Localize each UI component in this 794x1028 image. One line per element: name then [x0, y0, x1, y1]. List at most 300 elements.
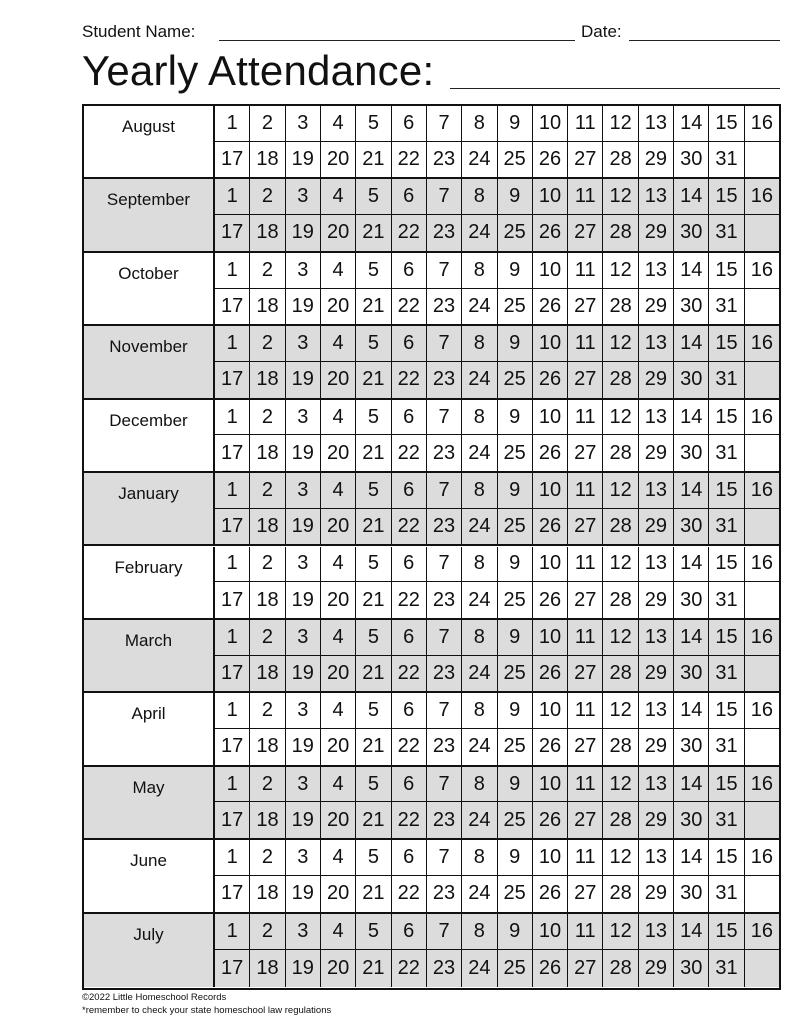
day-cell[interactable]: 2 [250, 326, 285, 361]
day-cell[interactable]: 8 [462, 473, 497, 508]
day-cell[interactable]: 20 [321, 582, 356, 618]
day-cell[interactable]: 2 [250, 547, 285, 582]
day-cell[interactable]: 25 [498, 729, 533, 765]
day-cell[interactable]: 14 [674, 400, 709, 435]
day-cell[interactable]: 23 [427, 435, 462, 471]
day-cell[interactable]: 27 [568, 950, 603, 987]
day-cell[interactable]: 22 [392, 362, 427, 398]
day-cell[interactable]: 7 [427, 620, 462, 655]
day-cell[interactable]: 30 [674, 142, 709, 178]
day-cell[interactable]: 9 [498, 253, 533, 288]
day-cell[interactable]: 8 [462, 914, 497, 950]
day-cell[interactable]: 16 [750, 625, 773, 648]
day-cell[interactable]: 16 [750, 185, 773, 208]
day-cell[interactable]: 4 [321, 400, 356, 435]
day-cell[interactable]: 22 [392, 582, 427, 618]
day-cell[interactable]: 27 [568, 435, 603, 471]
day-cell[interactable]: 8 [462, 400, 497, 435]
day-cell[interactable]: 8 [462, 106, 497, 141]
day-cell[interactable]: 20 [321, 142, 356, 178]
day-cell[interactable]: 10 [533, 767, 568, 802]
day-cell[interactable]: 1 [215, 326, 250, 361]
day-cell[interactable]: 21 [356, 142, 391, 178]
day-cell[interactable]: 9 [498, 620, 533, 655]
day-cell[interactable]: 2 [250, 840, 285, 875]
day-cell[interactable]: 22 [392, 289, 427, 325]
day-cell[interactable]: 31 [709, 289, 744, 325]
day-cell[interactable]: 21 [356, 950, 391, 987]
day-cell[interactable]: 19 [286, 582, 321, 618]
student-name-field[interactable] [219, 40, 575, 41]
day-cell[interactable]: 13 [639, 620, 674, 655]
day-cell[interactable]: 13 [639, 326, 674, 361]
day-cell[interactable]: 23 [427, 509, 462, 545]
day-cell[interactable]: 21 [356, 289, 391, 325]
day-cell[interactable]: 6 [392, 767, 427, 802]
day-cell[interactable]: 16 [750, 846, 773, 868]
day-cell[interactable]: 9 [498, 840, 533, 875]
day-cell[interactable]: 8 [462, 620, 497, 655]
day-cell[interactable]: 22 [392, 802, 427, 838]
day-cell[interactable]: 6 [392, 914, 427, 950]
day-cell[interactable]: 18 [250, 802, 285, 838]
day-cell[interactable]: 9 [498, 326, 533, 361]
day-cell[interactable]: 25 [498, 289, 533, 325]
day-cell[interactable]: 18 [250, 950, 285, 987]
day-cell[interactable]: 28 [603, 142, 638, 178]
day-cell[interactable]: 17 [215, 289, 250, 325]
day-cell[interactable]: 2 [250, 693, 285, 728]
day-cell[interactable]: 22 [392, 142, 427, 178]
day-cell[interactable]: 7 [427, 326, 462, 361]
day-cell[interactable]: 31 [709, 435, 744, 471]
day-cell[interactable]: 18 [250, 215, 285, 251]
day-cell[interactable]: 5 [356, 620, 391, 655]
day-cell[interactable]: 10 [533, 179, 568, 214]
day-cell[interactable]: 15 [709, 620, 744, 655]
day-cell[interactable]: 28 [603, 582, 638, 618]
day-cell[interactable]: 27 [568, 289, 603, 325]
day-cell[interactable]: 19 [286, 435, 321, 471]
day-cell[interactable]: 15 [709, 473, 744, 508]
day-cell[interactable]: 24 [462, 950, 497, 987]
day-cell[interactable]: 1 [215, 620, 250, 655]
day-cell[interactable]: 18 [250, 729, 285, 765]
day-cell[interactable]: 31 [709, 509, 744, 545]
day-cell[interactable]: 10 [533, 106, 568, 141]
day-cell[interactable]: 24 [462, 215, 497, 251]
day-cell[interactable]: 12 [603, 914, 638, 950]
day-cell[interactable]: 30 [674, 289, 709, 325]
day-cell[interactable]: 18 [250, 876, 285, 912]
day-cell[interactable]: 24 [462, 435, 497, 471]
day-cell[interactable]: 3 [286, 326, 321, 361]
day-cell[interactable]: 19 [286, 729, 321, 765]
day-cell[interactable]: 31 [709, 582, 744, 618]
day-cell[interactable]: 8 [462, 253, 497, 288]
day-cell[interactable]: 14 [674, 693, 709, 728]
day-cell[interactable]: 16 [750, 919, 773, 942]
day-cell[interactable]: 5 [356, 840, 391, 875]
day-cell[interactable]: 31 [709, 876, 744, 912]
day-cell[interactable]: 23 [427, 582, 462, 618]
day-cell[interactable]: 25 [498, 656, 533, 692]
day-cell[interactable]: 16 [750, 552, 773, 575]
date-field[interactable] [629, 40, 780, 41]
day-cell[interactable]: 6 [392, 840, 427, 875]
day-cell[interactable]: 21 [356, 729, 391, 765]
day-cell[interactable]: 6 [392, 400, 427, 435]
day-cell[interactable]: 29 [639, 582, 674, 618]
day-cell[interactable]: 8 [462, 767, 497, 802]
day-cell[interactable]: 20 [321, 215, 356, 251]
day-cell[interactable]: 13 [639, 914, 674, 950]
day-cell[interactable]: 23 [427, 656, 462, 692]
day-cell[interactable]: 15 [709, 253, 744, 288]
day-cell[interactable]: 2 [250, 473, 285, 508]
day-cell[interactable]: 24 [462, 289, 497, 325]
day-cell[interactable]: 28 [603, 876, 638, 912]
day-cell[interactable]: 24 [462, 142, 497, 178]
day-cell[interactable]: 4 [321, 620, 356, 655]
day-cell[interactable]: 1 [215, 253, 250, 288]
day-cell[interactable]: 26 [533, 656, 568, 692]
day-cell[interactable]: 18 [250, 142, 285, 178]
day-cell[interactable]: 18 [250, 582, 285, 618]
day-cell[interactable]: 30 [674, 950, 709, 987]
day-cell[interactable]: 30 [674, 656, 709, 692]
day-cell[interactable]: 6 [392, 179, 427, 214]
day-cell[interactable]: 5 [356, 767, 391, 802]
day-cell[interactable]: 1 [215, 179, 250, 214]
day-cell[interactable]: 8 [462, 326, 497, 361]
day-cell[interactable]: 30 [674, 362, 709, 398]
day-cell[interactable]: 4 [321, 179, 356, 214]
day-cell[interactable]: 27 [568, 215, 603, 251]
day-cell[interactable]: 26 [533, 729, 568, 765]
day-cell[interactable]: 10 [533, 253, 568, 288]
day-cell[interactable]: 26 [533, 362, 568, 398]
day-cell[interactable]: 6 [392, 106, 427, 141]
day-cell[interactable]: 12 [603, 326, 638, 361]
day-cell[interactable]: 22 [392, 656, 427, 692]
day-cell[interactable]: 13 [639, 106, 674, 141]
day-cell[interactable]: 31 [709, 656, 744, 692]
day-cell[interactable]: 27 [568, 142, 603, 178]
day-cell[interactable]: 30 [674, 215, 709, 251]
day-cell[interactable]: 16 [750, 699, 773, 722]
day-cell[interactable]: 20 [321, 435, 356, 471]
day-cell[interactable]: 17 [215, 142, 250, 178]
day-cell[interactable]: 15 [709, 840, 744, 875]
day-cell[interactable]: 28 [603, 362, 638, 398]
day-cell[interactable]: 12 [603, 840, 638, 875]
day-cell[interactable]: 11 [568, 179, 603, 214]
day-cell[interactable]: 13 [639, 767, 674, 802]
day-cell[interactable]: 25 [498, 950, 533, 987]
day-cell[interactable]: 26 [533, 289, 568, 325]
day-cell[interactable]: 21 [356, 582, 391, 618]
day-cell[interactable]: 23 [427, 802, 462, 838]
day-cell[interactable]: 17 [215, 509, 250, 545]
day-cell[interactable]: 9 [498, 693, 533, 728]
day-cell[interactable]: 17 [215, 215, 250, 251]
day-cell[interactable]: 31 [709, 950, 744, 987]
day-cell[interactable]: 10 [533, 400, 568, 435]
day-cell[interactable]: 25 [498, 582, 533, 618]
day-cell[interactable]: 11 [568, 253, 603, 288]
day-cell[interactable]: 20 [321, 362, 356, 398]
day-cell[interactable]: 7 [427, 840, 462, 875]
day-cell[interactable]: 10 [533, 547, 568, 582]
day-cell[interactable]: 12 [603, 547, 638, 582]
day-cell[interactable]: 7 [427, 767, 462, 802]
day-cell[interactable]: 13 [639, 840, 674, 875]
day-cell[interactable]: 12 [603, 400, 638, 435]
day-cell[interactable]: 18 [250, 289, 285, 325]
day-cell[interactable]: 21 [356, 435, 391, 471]
day-cell[interactable]: 20 [321, 950, 356, 987]
day-cell[interactable]: 25 [498, 802, 533, 838]
day-cell[interactable]: 1 [215, 693, 250, 728]
day-cell[interactable]: 24 [462, 509, 497, 545]
day-cell[interactable]: 25 [498, 435, 533, 471]
day-cell[interactable]: 10 [533, 840, 568, 875]
day-cell[interactable]: 14 [674, 253, 709, 288]
day-cell[interactable]: 11 [568, 326, 603, 361]
day-cell[interactable]: 6 [392, 620, 427, 655]
day-cell[interactable]: 5 [356, 914, 391, 950]
day-cell[interactable]: 3 [286, 547, 321, 582]
day-cell[interactable]: 29 [639, 509, 674, 545]
day-cell[interactable]: 19 [286, 876, 321, 912]
day-cell[interactable]: 7 [427, 106, 462, 141]
day-cell[interactable]: 1 [215, 400, 250, 435]
day-cell[interactable]: 29 [639, 215, 674, 251]
day-cell[interactable]: 3 [286, 693, 321, 728]
day-cell[interactable]: 31 [709, 802, 744, 838]
day-cell[interactable]: 13 [639, 473, 674, 508]
day-cell[interactable]: 9 [498, 914, 533, 950]
day-cell[interactable]: 20 [321, 802, 356, 838]
day-cell[interactable]: 12 [603, 179, 638, 214]
day-cell[interactable]: 7 [427, 914, 462, 950]
day-cell[interactable]: 11 [568, 840, 603, 875]
day-cell[interactable]: 30 [674, 876, 709, 912]
day-cell[interactable]: 28 [603, 215, 638, 251]
day-cell[interactable]: 4 [321, 693, 356, 728]
day-cell[interactable]: 25 [498, 215, 533, 251]
day-cell[interactable]: 4 [321, 767, 356, 802]
day-cell[interactable]: 21 [356, 215, 391, 251]
day-cell[interactable]: 13 [639, 547, 674, 582]
day-cell[interactable]: 19 [286, 656, 321, 692]
day-cell[interactable]: 4 [321, 914, 356, 950]
day-cell[interactable]: 19 [286, 215, 321, 251]
day-cell[interactable]: 17 [215, 802, 250, 838]
day-cell[interactable]: 19 [286, 802, 321, 838]
day-cell[interactable]: 30 [674, 729, 709, 765]
day-cell[interactable]: 26 [533, 509, 568, 545]
day-cell[interactable]: 11 [568, 400, 603, 435]
day-cell[interactable]: 14 [674, 840, 709, 875]
day-cell[interactable]: 15 [709, 547, 744, 582]
day-cell[interactable]: 2 [250, 253, 285, 288]
day-cell[interactable]: 29 [639, 362, 674, 398]
day-cell[interactable]: 19 [286, 289, 321, 325]
day-cell[interactable]: 10 [533, 693, 568, 728]
day-cell[interactable]: 14 [674, 179, 709, 214]
day-cell[interactable]: 23 [427, 215, 462, 251]
day-cell[interactable]: 22 [392, 729, 427, 765]
day-cell[interactable]: 13 [639, 400, 674, 435]
day-cell[interactable]: 29 [639, 656, 674, 692]
day-cell[interactable]: 29 [639, 142, 674, 178]
day-cell[interactable]: 18 [250, 509, 285, 545]
day-cell[interactable]: 24 [462, 582, 497, 618]
day-cell[interactable]: 2 [250, 400, 285, 435]
day-cell[interactable]: 27 [568, 802, 603, 838]
day-cell[interactable]: 24 [462, 876, 497, 912]
day-cell[interactable]: 5 [356, 326, 391, 361]
day-cell[interactable]: 2 [250, 106, 285, 141]
title-line-field[interactable] [450, 88, 780, 89]
day-cell[interactable]: 10 [533, 326, 568, 361]
day-cell[interactable]: 2 [250, 620, 285, 655]
day-cell[interactable]: 9 [498, 106, 533, 141]
day-cell[interactable]: 17 [215, 582, 250, 618]
day-cell[interactable]: 8 [462, 840, 497, 875]
day-cell[interactable]: 29 [639, 289, 674, 325]
day-cell[interactable]: 3 [286, 253, 321, 288]
day-cell[interactable]: 18 [250, 435, 285, 471]
day-cell[interactable]: 29 [639, 435, 674, 471]
day-cell[interactable]: 24 [462, 656, 497, 692]
day-cell[interactable]: 18 [250, 362, 285, 398]
day-cell[interactable]: 5 [356, 179, 391, 214]
day-cell[interactable]: 15 [709, 326, 744, 361]
day-cell[interactable]: 5 [356, 400, 391, 435]
day-cell[interactable]: 31 [709, 142, 744, 178]
day-cell[interactable]: 15 [709, 106, 744, 141]
day-cell[interactable]: 9 [498, 547, 533, 582]
day-cell[interactable]: 11 [568, 106, 603, 141]
day-cell[interactable]: 4 [321, 326, 356, 361]
day-cell[interactable]: 27 [568, 656, 603, 692]
day-cell[interactable]: 17 [215, 950, 250, 987]
day-cell[interactable]: 7 [427, 179, 462, 214]
day-cell[interactable]: 21 [356, 802, 391, 838]
day-cell[interactable]: 2 [250, 179, 285, 214]
day-cell[interactable]: 9 [498, 473, 533, 508]
day-cell[interactable]: 20 [321, 289, 356, 325]
day-cell[interactable]: 9 [498, 400, 533, 435]
day-cell[interactable]: 22 [392, 435, 427, 471]
day-cell[interactable]: 24 [462, 802, 497, 838]
day-cell[interactable]: 27 [568, 876, 603, 912]
day-cell[interactable]: 4 [321, 106, 356, 141]
day-cell[interactable]: 16 [750, 258, 773, 281]
day-cell[interactable]: 6 [392, 473, 427, 508]
day-cell[interactable]: 12 [603, 253, 638, 288]
day-cell[interactable]: 1 [215, 840, 250, 875]
day-cell[interactable]: 4 [321, 253, 356, 288]
day-cell[interactable]: 22 [392, 950, 427, 987]
day-cell[interactable]: 31 [709, 215, 744, 251]
day-cell[interactable]: 27 [568, 362, 603, 398]
day-cell[interactable]: 16 [750, 405, 773, 428]
day-cell[interactable]: 11 [568, 547, 603, 582]
day-cell[interactable]: 17 [215, 729, 250, 765]
day-cell[interactable]: 23 [427, 729, 462, 765]
day-cell[interactable]: 14 [674, 767, 709, 802]
day-cell[interactable]: 18 [250, 656, 285, 692]
day-cell[interactable]: 30 [674, 435, 709, 471]
day-cell[interactable]: 13 [639, 253, 674, 288]
day-cell[interactable]: 8 [462, 693, 497, 728]
day-cell[interactable]: 28 [603, 289, 638, 325]
day-cell[interactable]: 29 [639, 802, 674, 838]
day-cell[interactable]: 22 [392, 215, 427, 251]
day-cell[interactable]: 19 [286, 509, 321, 545]
day-cell[interactable]: 25 [498, 876, 533, 912]
day-cell[interactable]: 15 [709, 914, 744, 950]
day-cell[interactable]: 11 [568, 693, 603, 728]
day-cell[interactable]: 2 [250, 914, 285, 950]
day-cell[interactable]: 28 [603, 435, 638, 471]
day-cell[interactable]: 6 [392, 693, 427, 728]
day-cell[interactable]: 25 [498, 362, 533, 398]
day-cell[interactable]: 14 [674, 620, 709, 655]
day-cell[interactable]: 26 [533, 802, 568, 838]
day-cell[interactable]: 5 [356, 473, 391, 508]
day-cell[interactable]: 28 [603, 729, 638, 765]
day-cell[interactable]: 13 [639, 693, 674, 728]
day-cell[interactable]: 5 [356, 106, 391, 141]
day-cell[interactable]: 12 [603, 106, 638, 141]
day-cell[interactable]: 26 [533, 142, 568, 178]
day-cell[interactable]: 20 [321, 876, 356, 912]
day-cell[interactable]: 28 [603, 950, 638, 987]
day-cell[interactable]: 16 [750, 478, 773, 501]
day-cell[interactable]: 30 [674, 582, 709, 618]
day-cell[interactable]: 7 [427, 253, 462, 288]
day-cell[interactable]: 27 [568, 509, 603, 545]
day-cell[interactable]: 23 [427, 876, 462, 912]
day-cell[interactable]: 23 [427, 142, 462, 178]
day-cell[interactable]: 3 [286, 767, 321, 802]
day-cell[interactable]: 25 [498, 142, 533, 178]
day-cell[interactable]: 17 [215, 656, 250, 692]
day-cell[interactable]: 4 [321, 473, 356, 508]
day-cell[interactable]: 31 [709, 362, 744, 398]
day-cell[interactable]: 28 [603, 509, 638, 545]
day-cell[interactable]: 3 [286, 179, 321, 214]
day-cell[interactable]: 5 [356, 547, 391, 582]
day-cell[interactable]: 7 [427, 400, 462, 435]
day-cell[interactable]: 3 [286, 106, 321, 141]
day-cell[interactable]: 26 [533, 876, 568, 912]
day-cell[interactable]: 5 [356, 253, 391, 288]
day-cell[interactable]: 28 [603, 802, 638, 838]
day-cell[interactable]: 14 [674, 547, 709, 582]
day-cell[interactable]: 11 [568, 767, 603, 802]
day-cell[interactable]: 10 [533, 620, 568, 655]
day-cell[interactable]: 9 [498, 179, 533, 214]
day-cell[interactable]: 30 [674, 802, 709, 838]
day-cell[interactable]: 14 [674, 914, 709, 950]
day-cell[interactable]: 19 [286, 950, 321, 987]
